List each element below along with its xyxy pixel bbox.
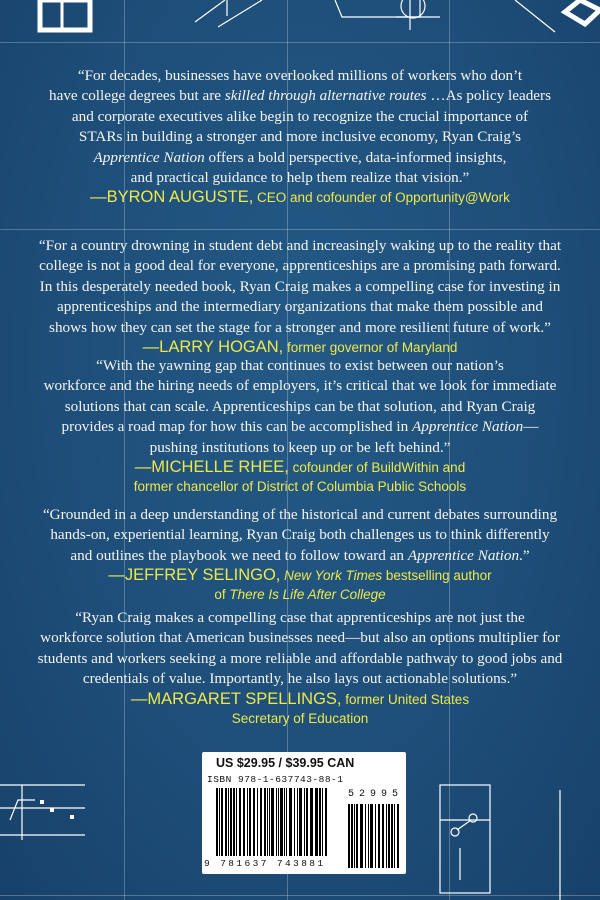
attribution-name: —MARGARET SPELLINGS, <box>130 689 342 708</box>
barcode-bar <box>267 788 268 856</box>
quote-line <box>0 277 600 297</box>
text-segment: workforce solution that American businesses need—but also an options multiplier for <box>40 629 560 647</box>
barcode-bar <box>348 804 350 868</box>
price-addon-digits: 52995 <box>348 789 404 800</box>
text-segment: and practical guidance to help them realize that vision.” <box>130 169 470 187</box>
barcode-bar <box>289 788 291 856</box>
quote-line <box>0 505 600 525</box>
text-segment: and outlines the playbook we need to follow toward an <box>70 546 408 564</box>
text-segment: bestselling author <box>382 568 492 584</box>
text-segment: pushing institutions to keep up or be left behind.” <box>149 438 451 456</box>
attribution-line <box>0 338 600 357</box>
quote-line <box>0 628 600 648</box>
barcode-bar <box>219 788 220 856</box>
quote-line <box>0 525 600 545</box>
attribution-line <box>0 585 600 604</box>
quote-line <box>0 127 600 147</box>
barcode-bar <box>260 788 262 856</box>
text-segment: — <box>523 418 539 436</box>
quote-margaret-spellings <box>0 608 600 728</box>
barcode-bar <box>216 788 218 856</box>
quote-michelle-rhee <box>0 356 600 496</box>
quote-byron-auguste <box>0 66 600 207</box>
text-segment: former chancellor of District of Columbia Public Schools <box>133 479 467 495</box>
barcode-bar <box>269 788 271 856</box>
barcode-bar <box>315 788 316 856</box>
text-segment: offers a bold perspective, data-informed insights, <box>204 148 507 166</box>
addon-barcode <box>348 804 400 868</box>
barcode-bar <box>316 788 318 856</box>
quote-line <box>0 318 600 338</box>
barcode-bar <box>304 788 305 856</box>
barcode-bar <box>375 804 376 868</box>
barcode-bar <box>360 804 363 868</box>
barcode-bar <box>394 804 395 868</box>
quote-line <box>0 397 600 417</box>
text-segment: “For a country drowning in student debt and increasingly waking up to the reality that <box>38 237 562 254</box>
blueprint-drawings-top <box>0 0 600 45</box>
barcode-bar <box>365 804 366 868</box>
quote-line <box>0 168 600 188</box>
barcode-bar <box>247 788 248 856</box>
text-segment: “With the yawning gap that continues to exist between our nation’s <box>96 357 504 374</box>
text-segment: credentials of value. Importantly, he also lays out actionable solutions.” <box>82 670 518 688</box>
quote-line <box>0 107 600 127</box>
barcode-bar <box>280 788 282 856</box>
barcode-bar <box>286 788 288 856</box>
barcode-bar <box>368 804 370 868</box>
text-segment: CEO and cofounder of Opportunity@Work <box>253 190 510 206</box>
barcode-bar <box>378 804 380 868</box>
quote-line <box>0 546 600 566</box>
text-segment: apprenticeships and the intermediary organizations that make them possible and <box>57 298 543 316</box>
attribution-name: —LARRY HOGAN, <box>142 338 284 357</box>
text-segment: In this desperately needed book, Ryan Craig makes a compelling case for investing in <box>39 277 561 295</box>
barcode-bar <box>386 804 387 868</box>
barcode-bar <box>382 804 385 868</box>
text-segment: solutions that can scale. Apprenticeships can be that solution, and Ryan Craig <box>64 397 536 415</box>
text-segment: …As policy leaders <box>426 87 552 105</box>
attribution-line <box>0 458 600 477</box>
italic-text: New York Times <box>284 568 383 584</box>
barcode-bar <box>230 788 232 856</box>
isbn: ISBN 978-1-637743-88-1 <box>207 774 344 785</box>
isbn-barcode <box>216 788 328 856</box>
italic-text: skilled through alternative routes <box>224 87 427 105</box>
text-segment: shows how they can set the stage for a stronger and more resilient future of work.” <box>49 318 551 336</box>
barcode-bar <box>354 804 355 868</box>
text-segment: “Ryan Craig makes a compelling case that apprenticeships are not just the <box>75 609 525 626</box>
quote-line <box>0 376 600 396</box>
grid-line <box>0 229 600 230</box>
barcode-bar <box>397 804 399 868</box>
quote-line <box>0 417 600 437</box>
barcode-bar <box>236 788 237 856</box>
price-barcode-label <box>202 752 406 874</box>
attribution-line <box>0 690 600 709</box>
text-segment: college is not a good deal for everyone, apprenticeships are a promising path forward. <box>39 257 561 275</box>
quote-line <box>0 256 600 276</box>
quote-line <box>0 86 600 106</box>
barcode-bar <box>297 788 299 856</box>
text-segment: former United States <box>341 691 470 707</box>
barcode-bar <box>356 804 358 868</box>
barcode-bar <box>276 788 277 856</box>
attribution-line <box>0 566 600 585</box>
barcode-bar <box>294 788 295 856</box>
barcode-bar <box>388 804 390 868</box>
text-segment: hands-on, experiential learning, Ryan Craig both challenges us to think differently <box>50 526 550 544</box>
quote-line <box>0 669 600 689</box>
barcode-bar <box>322 788 323 856</box>
barcode-bar <box>239 788 241 856</box>
ean-digits: 9 781637 743881 <box>204 858 326 869</box>
text-segment: of <box>214 587 230 603</box>
quote-line <box>0 356 600 376</box>
quote-line <box>0 148 600 168</box>
barcode-bar <box>299 788 301 856</box>
quote-line <box>0 297 600 317</box>
barcode-bar <box>233 788 235 856</box>
text-segment: cofounder of BuildWithin and <box>288 460 466 476</box>
barcode-bar <box>319 788 321 856</box>
barcode-bar <box>225 788 227 856</box>
text-segment: “Grounded in a deep understanding of the historical and current debates surrounding <box>42 506 558 523</box>
attribution-name: —MICHELLE RHEE, <box>134 458 289 477</box>
attribution-name: —BYRON AUGUSTE, <box>90 188 254 207</box>
barcode-bar <box>253 788 255 856</box>
attribution-name: —JEFFREY SELINGO, <box>108 566 281 585</box>
barcode-bar <box>271 788 273 856</box>
quote-line <box>0 66 600 86</box>
barcode-bar <box>278 788 280 856</box>
italic-text: Apprentice Nation <box>412 418 524 436</box>
attribution-line <box>0 709 600 728</box>
text-segment: former governor of Maryland <box>283 340 458 356</box>
italic-text: Apprentice Nation <box>93 148 205 166</box>
quote-line <box>0 236 600 256</box>
attribution-line <box>0 477 600 496</box>
barcode-bar <box>391 804 394 868</box>
barcode-bar <box>351 804 354 868</box>
quote-larry-hogan <box>0 236 600 357</box>
quote-line <box>0 608 600 628</box>
text-segment: provides a road map for how this can be accomplished in <box>61 418 413 436</box>
text-segment: STARs in building a stronger and more inclusive economy, Ryan Craig’s <box>78 128 522 146</box>
barcode-bar <box>306 788 308 856</box>
barcode-bar <box>257 788 258 856</box>
quote-line <box>0 438 600 458</box>
attribution-line <box>0 188 600 207</box>
text-segment: and corporate executives alike begin to recognize the crucial importance of <box>71 107 529 125</box>
text-segment: “For decades, businesses have overlooked millions of workers who don’t <box>77 67 523 84</box>
italic-text: There Is Life After College <box>229 587 386 603</box>
barcode-bar <box>284 788 285 856</box>
barcode-bar <box>310 788 312 856</box>
text-segment: have college degrees but are <box>48 87 225 105</box>
barcode-bar <box>370 804 373 868</box>
barcode-bar <box>264 788 266 856</box>
barcode-bar <box>221 788 223 856</box>
barcode-bar <box>228 788 229 856</box>
barcode-bar <box>249 788 251 856</box>
quote-jeffrey-selingo <box>0 505 600 604</box>
italic-text: Apprentice Nation <box>407 546 520 564</box>
quote-line <box>0 649 600 669</box>
text-segment: .” <box>519 546 530 564</box>
text-segment: workforce and the hiring needs of employers, it’s critical that we look for immediate <box>43 377 557 395</box>
text-segment: Secretary of Education <box>231 710 369 726</box>
barcode-bar <box>325 788 327 856</box>
barcode-bar <box>243 788 245 856</box>
text-segment: students and workers seeking a more reliable and affordable pathway to good jobs and <box>37 649 563 667</box>
price: US $29.95 / $39.95 CAN <box>216 756 355 770</box>
